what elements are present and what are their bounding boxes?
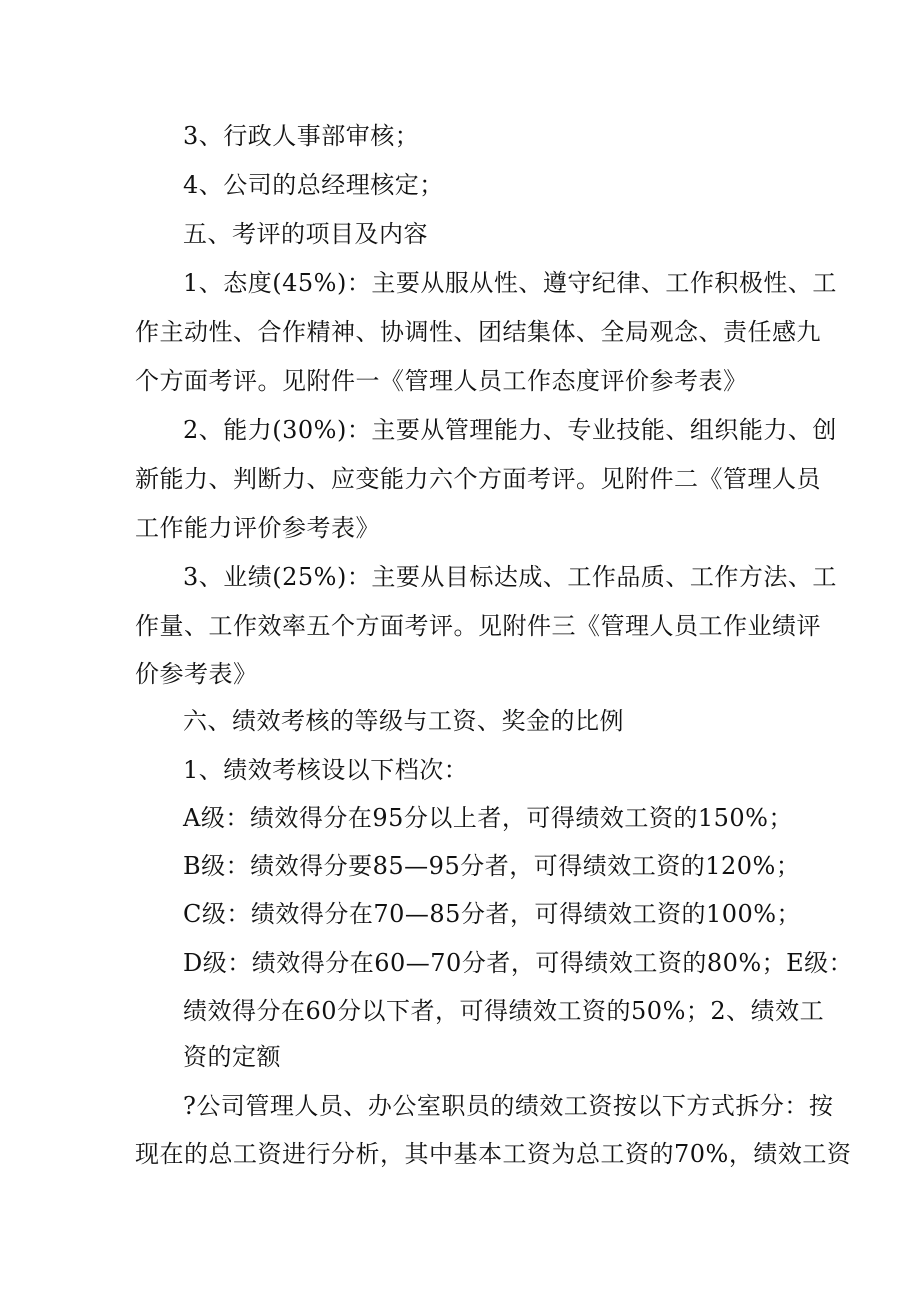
text-line: 2、能力(30%)：主要从管理能力、专业技能、组织能力、创 xyxy=(183,416,837,444)
text-line: 作量、工作效率五个方面考评。见附件三《管理人员工作业绩评 xyxy=(135,612,821,640)
grade-line: D级：绩效得分在60—70分者，可得绩效工资的80%；E级： xyxy=(183,949,854,977)
text-line: 1、绩效考核设以下档次： xyxy=(183,756,469,784)
text-line: 1、态度(45%)：主要从服从性、遵守纪律、工作积极性、工 xyxy=(183,269,837,297)
text-line: 3、业绩(25%)：主要从目标达成、工作品质、工作方法、工 xyxy=(183,563,837,591)
text-line: 现在的总工资进行分析，其中基本工资为总工资的70%，绩效工资 xyxy=(135,1140,852,1168)
section-heading: 六、绩效考核的等级与工资、奖金的比例 xyxy=(183,707,624,735)
text-line: 工作能力评价参考表》 xyxy=(135,514,380,542)
grade-line: A级：绩效得分在95分以上者，可得绩效工资的150%； xyxy=(183,804,793,832)
grade-line: B级：绩效得分要85—95分者，可得绩效工资的120%； xyxy=(183,852,801,880)
text-line: 价参考表》 xyxy=(135,660,258,688)
text-line: 4、公司的总经理核定； xyxy=(183,171,444,199)
text-line: 作主动性、合作精神、协调性、团结集体、全局观念、责任感九 xyxy=(135,318,821,346)
grade-line: C级：绩效得分在70—85分者，可得绩效工资的100%； xyxy=(183,900,802,928)
text-line: 个方面考评。见附件一《管理人员工作态度评价参考表》 xyxy=(135,367,748,395)
text-line: 资的定额 xyxy=(183,1043,281,1071)
section-heading: 五、考评的项目及内容 xyxy=(183,220,428,248)
text-line: 3、行政人事部审核； xyxy=(183,122,420,150)
text-line: ?公司管理人员、办公室职员的绩效工资按以下方式拆分：按 xyxy=(183,1092,834,1120)
text-line: 绩效得分在60分以下者，可得绩效工资的50%；2、绩效工 xyxy=(183,997,825,1025)
text-line: 新能力、判断力、应变能力六个方面考评。见附件二《管理人员 xyxy=(135,465,821,493)
